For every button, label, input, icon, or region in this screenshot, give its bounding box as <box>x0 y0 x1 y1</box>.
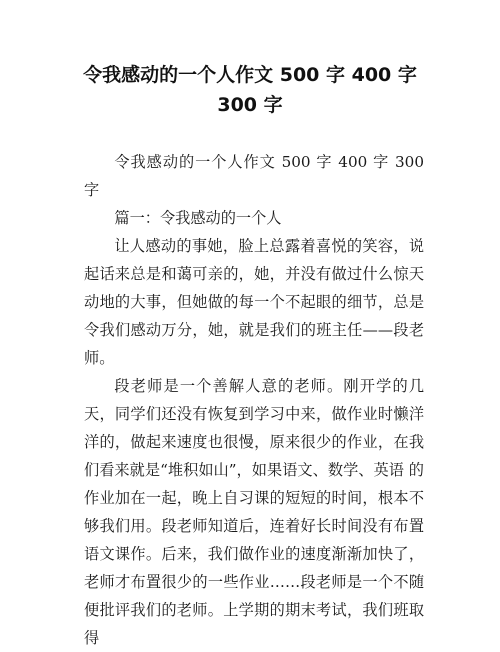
section-heading: 篇一：令我感动的一个人 <box>114 209 282 227</box>
paragraph-2: 段老师是一个善解人意的老师。刚开学的几天，同学们还没有恢复到学习中来，做作业时懒洋洋的，做起来速度也很慢，原来很少的作业，在我们看来就是“堆积如山”，如果语文、数学、英语 的作业加在一起，晚上自习课的短短的时间，根本不够我们用。段老师知道后，连着好长时间没有布置语文课作。后来，我们做作业的速度渐渐加快了，老师才布置很少的一些作业……段老师是一个不随 便批评我们的老师。上学期的期末考试，我们班取得 <box>84 377 440 647</box>
subtitle-line: 令我感动的一个人作文 500 字 400 字 300 字 <box>84 153 424 199</box>
document-body <box>84 148 440 652</box>
document-title: 令我感动的一个人作文 500 字 400 字 300 字 <box>83 64 417 116</box>
paragraph-1: 让人感动的事她，脸上总露着喜悦的笑容，说起话来总是和蔼可亲的，她，并没有做过什么惊天动地的大事，但她做的每一个不起眼的细节，总是令我们感动万分，她，就是我们的班主任——段老师。 <box>84 237 424 367</box>
